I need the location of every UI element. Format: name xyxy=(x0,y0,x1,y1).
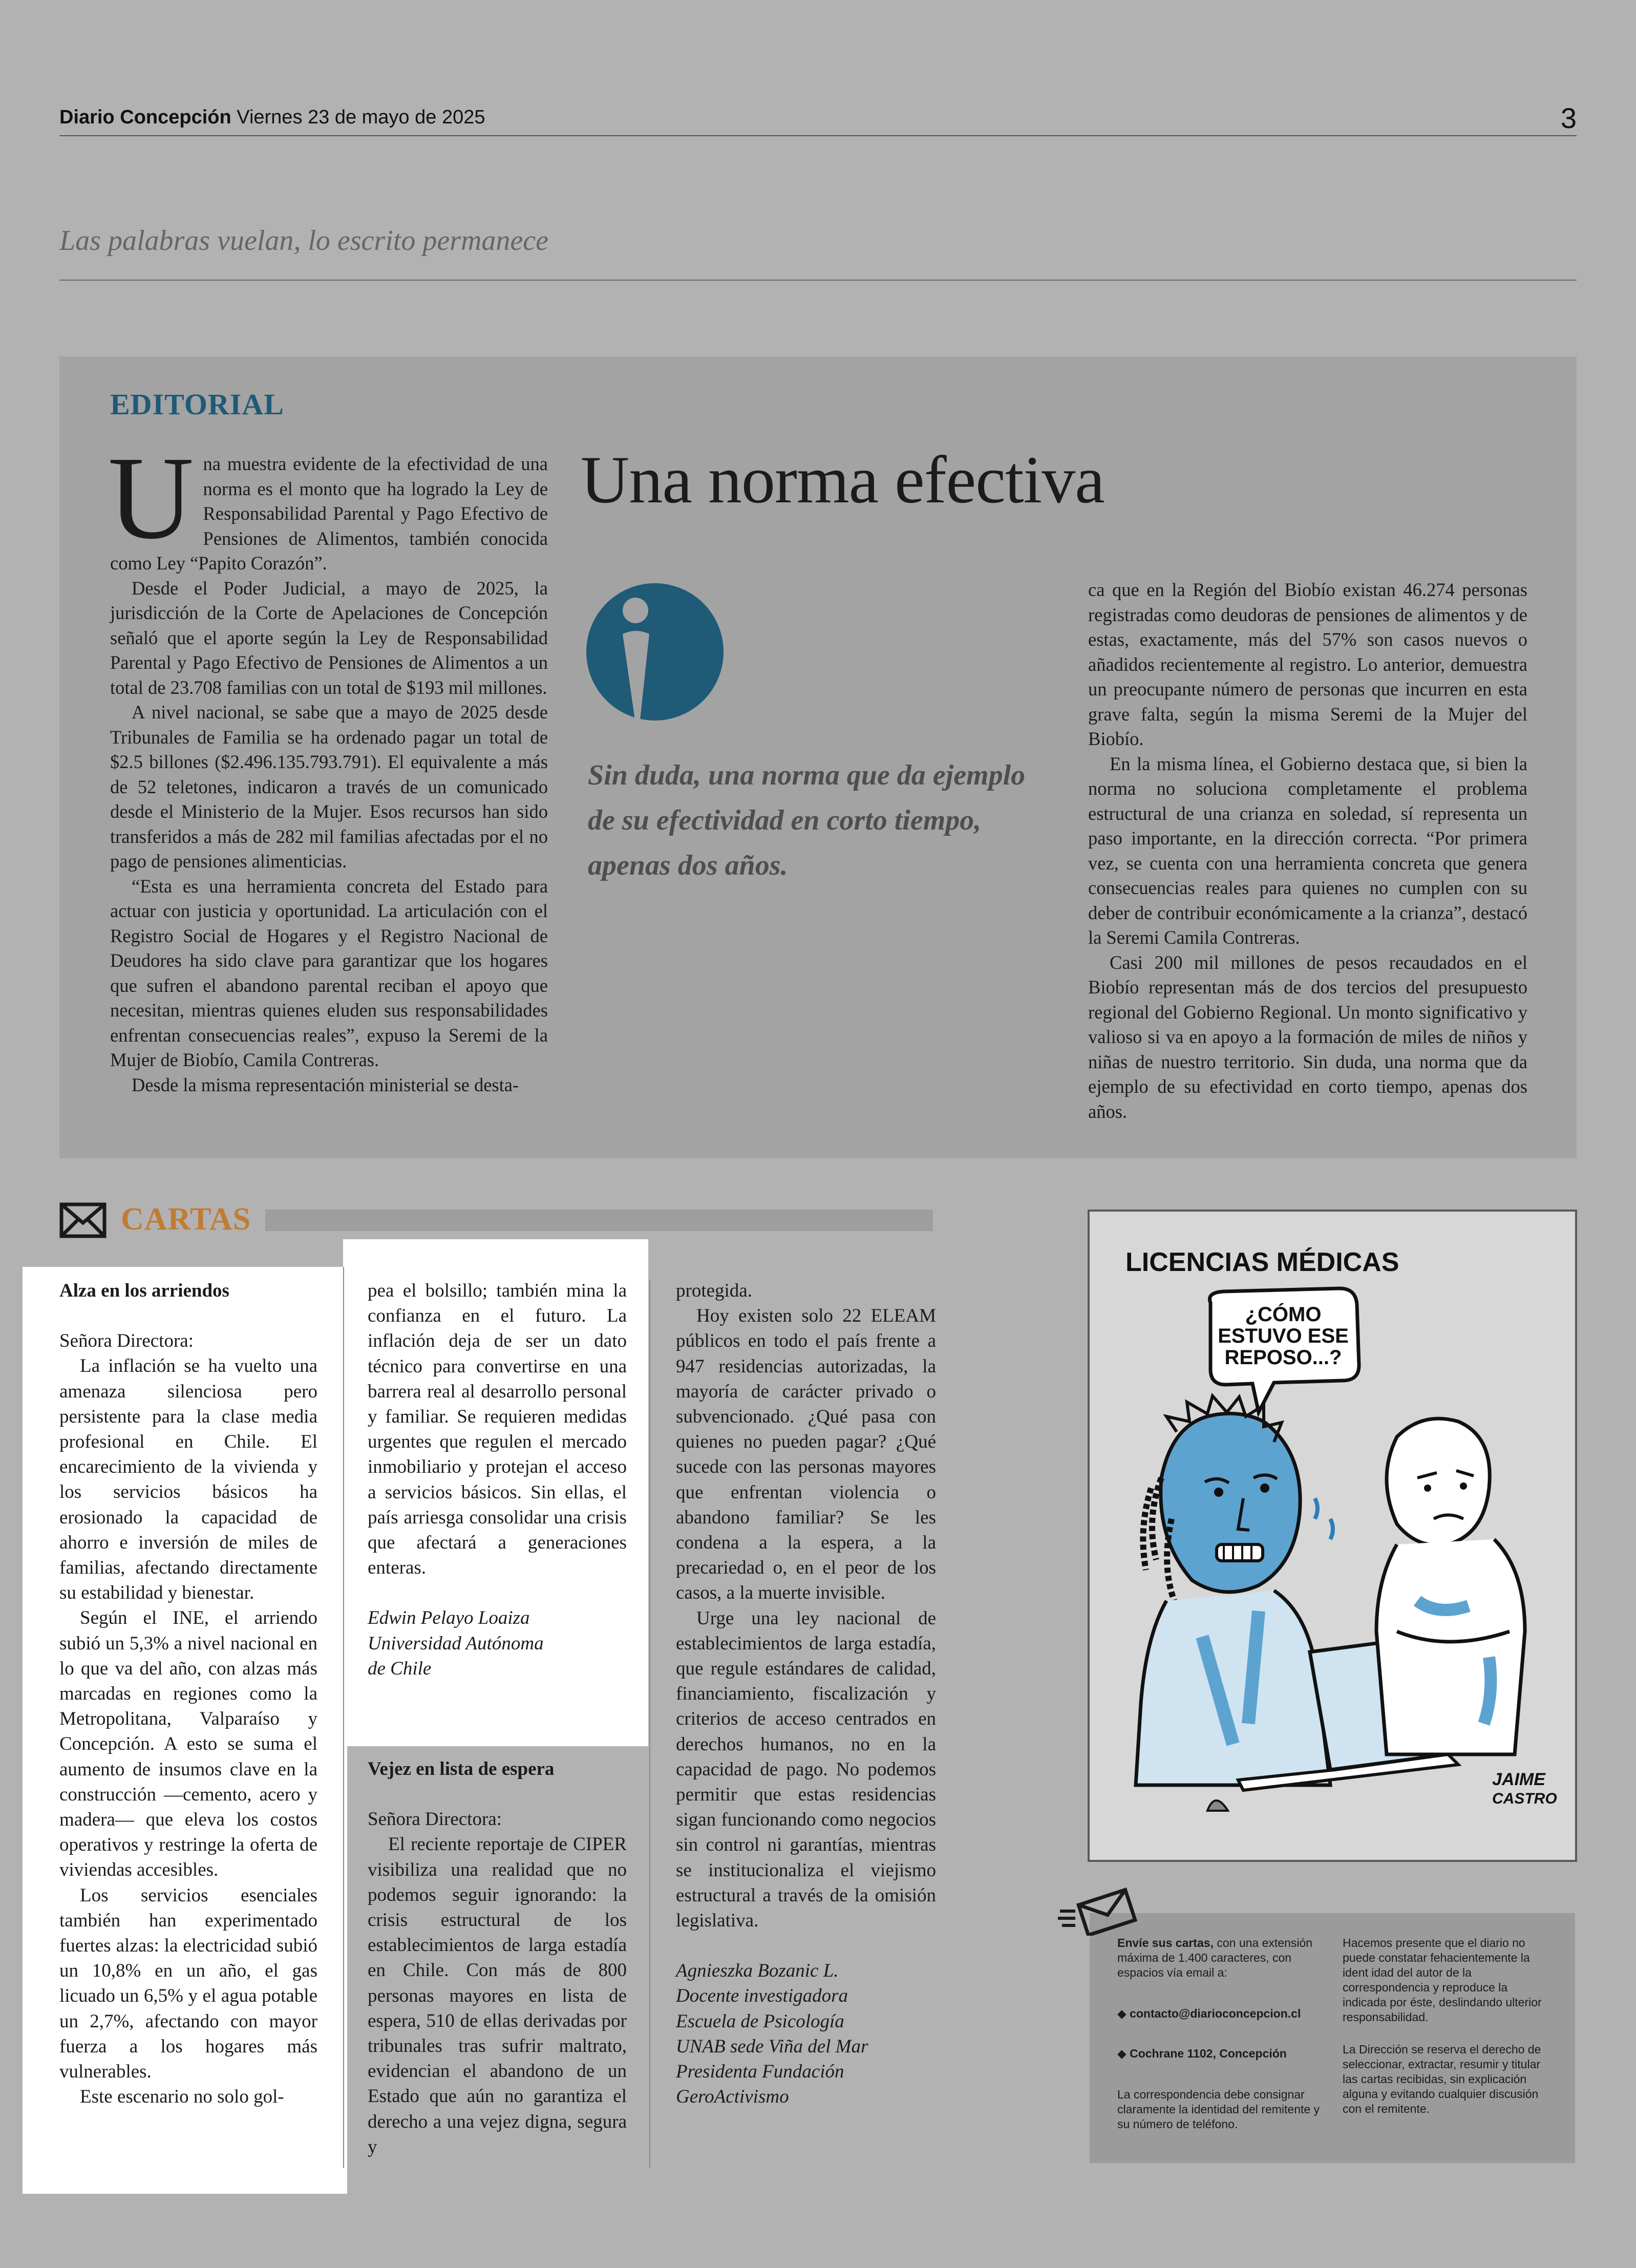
cartoon-title: LICENCIAS MÉDICAS xyxy=(1125,1247,1399,1277)
envelope-icon xyxy=(59,1202,107,1238)
editorial-paragraph: ca que en la Región del Biobío existan 46.274 personas registradas como deudoras de pensiones de alimentos y de estas, exactamente, más del 57% son casos nuevos o añadidos recientemente al registro. Lo anterior, demuestra un preocupante número de personas que incurren en esta grave falta, según la misma Seremi de la Mujer del Biobío. xyxy=(1088,579,1527,749)
letter-paragraph: Este escenario no solo gol- xyxy=(80,2086,284,2108)
speech-line-1: ¿CÓMO xyxy=(1245,1303,1322,1326)
letter-signature: UNAB sede Viña del Mar xyxy=(676,2036,868,2057)
send-letter-icon xyxy=(1055,1884,1141,1936)
cartoon-illustration xyxy=(1090,1212,1575,1860)
editorial-paragraph: A nivel nacional, se sabe que a mayo de 2025 desde Tribunales de Familia se ha ordenado pagar un total de $2.5 billones ($2.496.135.793.791). El equivalente a más de 52 teletones, indicaron a través de un comunicado desde el Ministerio de la Mujer. Esos recursos han sido transferidos a más de 282 mil familias afectadas por el no pago de pensiones alimenticias. xyxy=(110,702,548,872)
contact-address: ◆ Cochrane 1102, Concepción xyxy=(1117,2047,1287,2060)
letter-paragraph: Según el INE, el arriendo subió un 5,3% a nivel nacional en lo que va del año, con alzas más marcadas en regiones como la Metropolitana, Valparaíso y Concepción. A esto se suma el aumento de insumos clave en la construcción —cemento, acero y madera— que eleva los costos operativos y restringe la oferta de viviendas accesibles. xyxy=(59,1607,317,1881)
letter-vejez-espera-cont xyxy=(676,1278,936,2110)
page-number: 3 xyxy=(1560,102,1577,134)
masthead xyxy=(59,107,485,129)
cartoon-signature-2: CASTRO xyxy=(1492,1790,1557,1807)
cartoon-signature-1: JAIME xyxy=(1492,1770,1545,1789)
editorial-paragraph: Casi 200 mil millones de pesos recaudados en el Biobío representan más de dos tercios del presupuesto regional del Gobierno Regional. Un monto significativo y valioso si va en apoyo a la formación de miles de niños y niñas de nuestro territorio. Sin duda, una norma que da ejemplo de su efectividad en corto tiempo, apenas dos años. xyxy=(1088,951,1527,1122)
letter-paragraph: Urge una ley nacional de establecimientos de larga estadía, que regule estándares de calidad, financiamiento, fiscalización y criterios de acceso centrados en derechos humanos, no en la capacidad de pago. No podemos permitir que estas residencias sigan funcionando como negocios sin control ni garantías, mientras se institucionaliza el viejismo estructural a través de la omisión legislativa. xyxy=(676,1607,936,1932)
letter-vejez-espera xyxy=(368,1756,627,2159)
letter-paragraph: La inflación se ha vuelto una amenaza silenciosa pero persistente para la clase media profesional en Chile. El encarecimiento de la vivienda y los servicios básicos ha erosionado la capacidad de ahorro e inversión de miles de familias, afectando directamente su estabilidad y bienestar. xyxy=(59,1355,317,1604)
letter-salutation: Señora Directora: xyxy=(59,1330,194,1352)
letter-paragraph: protegida. xyxy=(676,1280,752,1301)
letter-signature: Agnieszka Bozanic L. xyxy=(676,1960,839,1982)
info-icon xyxy=(586,581,724,723)
letter-signature: de Chile xyxy=(368,1658,432,1679)
editorial-label: EDITORIAL xyxy=(110,388,284,421)
letter-signature: Presidenta Fundación xyxy=(676,2061,844,2083)
cartas-bar xyxy=(265,1210,933,1231)
letter-title: Alza en los arriendos xyxy=(59,1280,229,1301)
drop-cap: U xyxy=(108,432,194,564)
editorial-paragraph: En la misma línea, el Gobierno destaca que, si bien la norma no soluciona completamente el problema estructural de una crianza en soledad, sí representa un paso importante, en la dirección correcta. “Por primera vez, se cuenta con una herramienta concreta que genera consecuencias reales para quienes no cumplen con su deber de contribuir económicamente a la crianza”, destacó la Seremi Camila Contreras. xyxy=(1088,753,1527,948)
editorial-paragraph: “Esta es una herramienta concreta del Estado para actuar con justicia y oportunidad. La articulación con el Registro Social de Hogares y el Registro Nacional de Deudores ha sido clave para garantizar que los hogares que sufren el abandono parental reciban el apoyo que necesitan, mientras quienes eluden sus responsabilidades enfrentan consecuencias reales”, expuso la Seremi de la Mujer de Biobío, Camila Contreras. xyxy=(110,875,548,1070)
contact-note-right-2: La Dirección se reserva el derecho de seleccionar, extractar, resumir y titular las cartas recibidas, sin explicación alguna y evitando cualquier discusión con el remitente. xyxy=(1343,2043,1541,2115)
letter-signature: Escuela de Psicología xyxy=(676,2010,844,2032)
editorial-column-right xyxy=(1088,578,1527,1124)
letter-paragraph: El reciente reportaje de CIPER visibiliza una realidad que no podemos seguir ignorando: la crisis estructural de los establecimientos de larga estadía en Chile. Con más de 800 personas mayores en lista de espera, 510 de ellas derivadas por tribunales tras sufrir maltrato, evidencian el abandono de un Estado que aún no garantiza el derecho a una vejez digna, segura y xyxy=(368,1834,627,2157)
letter-signature: GeroActivismo xyxy=(676,2086,789,2108)
editorial-headline: Una norma efectiva xyxy=(581,442,1104,517)
column-divider xyxy=(649,1280,650,2168)
cartoon-panel xyxy=(1088,1210,1577,1862)
cartas-label: CARTAS xyxy=(121,1202,251,1237)
bullet-diamond-icon: ◆ xyxy=(1117,2047,1130,2060)
header-rule xyxy=(59,135,1577,136)
editorial-pullquote: Sin duda, una norma que da ejemplo de su efectividad en corto tiempo, apenas dos años. xyxy=(588,759,1026,881)
contact-note-left: La correspondencia debe consignar claramente la identidad del remitente y su número de teléfono. xyxy=(1117,2088,1320,2131)
editorial-paragraph-1: Una muestra evidente de la efectividad de una norma es el monto que ha logrado la Ley de Responsabilidad Parental y Pago Efectivo de Pensiones de Alimentos, también conocida como Ley “Papito Corazón”. xyxy=(108,432,548,574)
contact-note-right-1: Hacemos presente que el diario no puede constatar fehacientemente la ident idad del autor de la correspondencia y reproduce la indicada por éste, deslindando ulterior responsabilidad. xyxy=(1343,1936,1542,2024)
contact-instructions: Envíe sus cartas, con una extensión máxima de 1.400 caracteres, con espacios vía email a: xyxy=(1117,1936,1313,1979)
letter-paragraph: pea el bolsillo; también mina la confianza en el futuro. La inflación deja de ser un dato técnico para convertirse en una barrera real al desarrollo personal y familiar. Se requieren medidas urgentes que regulen el mercado inmobiliario y protejan el acceso a servicios básicos. Sin ellas, el país arriesga consolidar una crisis que afectará a generaciones enteras. xyxy=(368,1280,627,1579)
column-divider xyxy=(343,1267,344,2168)
letter-title: Vejez en lista de espera xyxy=(368,1758,555,1779)
section-motto: Las palabras vuelan, lo escrito permanece xyxy=(59,225,548,257)
speech-line-2: ESTUVO ESE xyxy=(1218,1325,1349,1347)
issue-date: Viernes 23 de mayo de 2025 xyxy=(237,107,485,128)
bullet-diamond-icon: ◆ xyxy=(1117,2007,1130,2020)
letter-paragraph: Hoy existen solo 22 ELEAM públicos en todo el país frente a 947 residencias autorizadas, la mayoría de carácter privado o subvencionado. ¿Qué pasa con quienes no pueden pagar? ¿Qué sucede con las personas mayores que enfrentan violencia o abandono familiar? Se les condena a la espera, a la precariedad o, en el peor de los casos, a la muerte invisible. xyxy=(676,1305,936,1604)
editorial-column-left xyxy=(108,432,548,1097)
contact-email[interactable]: ◆ contacto@diarioconcepcion.cl xyxy=(1117,2007,1301,2020)
letter-alza-arriendos-cont xyxy=(368,1278,627,1681)
editorial-paragraph: Desde el Poder Judicial, a mayo de 2025, la jurisdicción de la Corte de Apelaciones de Concepción señaló que el aporte según la Ley de Responsabilidad Parental y Pago Efectivo de Pensiones de Alimentos a un total de 23.708 familias con un total de $193 mil millones. xyxy=(110,577,548,698)
letter-signature: Edwin Pelayo Loaiza xyxy=(368,1607,530,1629)
letter-paragraph: Los servicios esenciales también han experimentado fuertes alzas: la electricidad subió un 10,8% en un año, el gas licuado un 6,5% y el agua potable un 2,7%, afectando con mayor fuerza a los hogares más vulnerables. xyxy=(59,1884,317,2083)
motto-rule xyxy=(59,280,1577,281)
letter-signature: Universidad Autónoma xyxy=(368,1633,544,1654)
editorial-paragraph: Desde la misma representación ministerial se desta- xyxy=(132,1074,519,1095)
letter-alza-arriendos xyxy=(59,1278,317,2110)
speech-line-3: REPOSO...? xyxy=(1224,1346,1342,1369)
letter-salutation: Señora Directora: xyxy=(368,1809,502,1830)
paper-name: Diario Concepción xyxy=(59,107,231,128)
letter-signature: Docente investigadora xyxy=(676,1985,848,2007)
